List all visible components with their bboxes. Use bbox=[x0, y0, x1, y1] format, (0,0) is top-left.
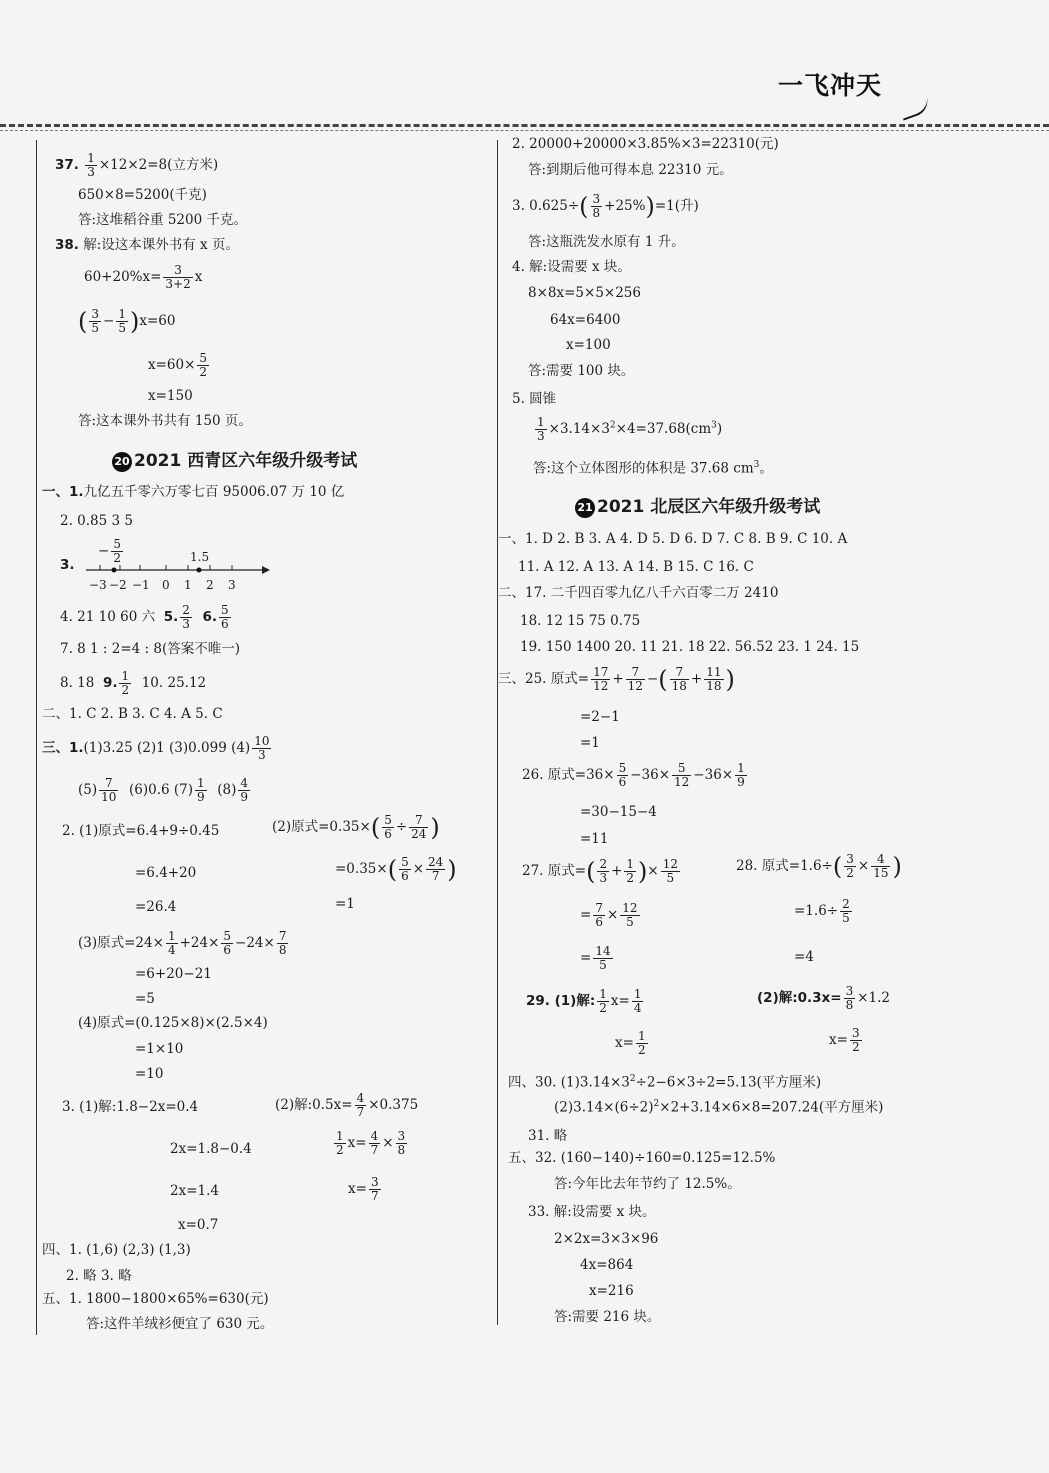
calc2-l3: =26.4 bbox=[135, 899, 177, 915]
s20-part3-line1: 三、1.(1)3.25 (2)1 (3)0.099 (4) $\frac{10}{3}$ bbox=[42, 734, 270, 762]
r-q5-b: $\frac{1}{3}$ $\times 3.14\times 3^2\times 4=37.68(cm^3)$ bbox=[537, 415, 723, 443]
header-rule bbox=[0, 124, 1049, 127]
s20-part5-answer: 答:这件羊绒衫便宜了 630 元。 bbox=[86, 1316, 274, 1332]
section-21-badge: 21 bbox=[575, 498, 595, 518]
calc2-m2: =6+20−21 bbox=[135, 966, 212, 982]
eq3-r2: $\frac{1}{2}$ x= $\frac{4}{7}$ × $\frac{3}{8}$ bbox=[336, 1129, 406, 1157]
s21-part1-b: 11. A 12. A 13. A 14. B 15. C 16. C bbox=[518, 559, 754, 575]
q27-line2: = $\frac{7}{6}$ × $\frac{12}{5}$ bbox=[580, 901, 638, 929]
calc2-r3: =1 bbox=[335, 896, 355, 912]
eq3-l1: 3. (1)解:1.8−2x=0.4 bbox=[62, 1099, 199, 1115]
calc2-r1: (2)原式=0.35×( $\frac{5}{6}$ ÷ $\frac{7}{24}$ ) bbox=[272, 813, 440, 842]
r-q4-c: 64x=6400 bbox=[550, 312, 621, 328]
eq3-l3: 2x=1.4 bbox=[170, 1183, 219, 1199]
eq3-l4: x=0.7 bbox=[178, 1217, 219, 1233]
s21-part2-b: 18. 12 15 75 0.75 bbox=[520, 613, 641, 629]
section-21-title: 21 2021 北辰区六年级升级考试 bbox=[575, 492, 820, 518]
s20-q3-top-right: 1.5 bbox=[190, 550, 210, 564]
brand-logo: 一飞冲天 bbox=[778, 71, 883, 100]
calc2-l2: =6.4+20 bbox=[135, 865, 197, 881]
q32: 五、32. (160−140)÷160=0.125=12.5% bbox=[508, 1150, 776, 1166]
left-margin-line bbox=[36, 140, 37, 1335]
calc2-m1: (3)原式=24× $\frac{1}{4}$ +24× $\frac{5}{6}$ −24× $\frac{7}{8}$ bbox=[78, 929, 287, 957]
column-divider bbox=[497, 140, 498, 1325]
q27-line3: = $\frac{14}{5}$ bbox=[580, 944, 611, 972]
q33-answer: 答:需要 216 块。 bbox=[554, 1309, 661, 1325]
s20-q4-6: 4. 21 10 60 六 5. $\frac{2}{3}$ 6. $\frac{5}{6}$ bbox=[60, 603, 229, 631]
calc2-l1: 2. (1)原式=6.4+9÷0.45 bbox=[62, 823, 220, 839]
r-q2-answer: 答:到期后他可得本息 22310 元。 bbox=[528, 162, 733, 178]
q29-2-line2: x= $\frac{3}{2}$ bbox=[829, 1026, 860, 1054]
q33-c: 4x=864 bbox=[580, 1257, 634, 1273]
s20-q7: 7. 8 1 : 2=4 : 8(答案不唯一) bbox=[60, 641, 241, 657]
r-q2: 2. 20000+20000×3.85%×3=22310(元) bbox=[512, 136, 779, 152]
tick-0: 0 bbox=[162, 578, 170, 592]
q38-head: 38. 解:设这本课外书有 x 页。 bbox=[55, 237, 239, 253]
header-rule-thin bbox=[0, 130, 1049, 131]
q28-line1: 28. 原式=1.6÷( $\frac{3}{2}$ × $\frac{4}{15}$ ) bbox=[736, 852, 902, 881]
r-q5-answer: 答:这个立体图形的体积是 37.68 $cm^3$。 bbox=[533, 460, 773, 477]
r-q3: 3. 0.625÷( $\frac{3}{8}$ +25%)=1(升) bbox=[512, 192, 699, 221]
q38-line3: x=60× $\frac{5}{2}$ bbox=[148, 351, 208, 379]
q38-line2: ( $\frac{3}{5}$ − $\frac{1}{5}$ )x=60 bbox=[78, 307, 176, 336]
r-q4-b: 8×8x=5×5×256 bbox=[528, 285, 641, 301]
s20-q3-label: 3. bbox=[60, 557, 75, 573]
q27-line1: 27. 原式=( $\frac{2}{3}$ + $\frac{1}{2}$ )× $\frac{12}{5}$ bbox=[522, 857, 679, 886]
s20-part3-line2: (5) $\frac{7}{10}$ (6)0.6 (7) $\frac{1}{9}$ (8) $\frac{4}{9}$ bbox=[78, 776, 249, 804]
q30-a: 四、30. $(1)3.14\times 3^2\div 2-6\times 3\div 2=5.13$(平方厘米) bbox=[508, 1074, 822, 1091]
q31: 31. 略 bbox=[528, 1128, 568, 1144]
s20-part4: 四、1. (1,6) (2,3) (1,3) bbox=[42, 1242, 191, 1258]
q33-b: 2×2x=3×3×96 bbox=[554, 1231, 659, 1247]
eq3-r1: (2)解:0.5x= $\frac{4}{7}$ ×0.375 bbox=[275, 1091, 419, 1119]
eq3-l2: 2x=1.8−0.4 bbox=[170, 1141, 252, 1157]
q38-line4: x=150 bbox=[148, 388, 193, 404]
q30-b: $(2)3.14\times(6\div 2)^2\times 2+3.14\times 6\times 8=207.24$(平方厘米) bbox=[554, 1099, 884, 1116]
tick-neg1: −1 bbox=[132, 578, 150, 592]
q29-2-line1: (2)解:0.3x= $\frac{3}{8}$ ×1.2 bbox=[757, 984, 890, 1012]
r-q3-answer: 答:这瓶洗发水原有 1 升。 bbox=[528, 234, 685, 250]
q25-line1: 三、25. 原式= $\frac{17}{12}$ + $\frac{7}{12}$ −( $\frac{7}{18}$ + $\frac{11}{18}$ ) bbox=[498, 665, 735, 694]
q33-d: x=216 bbox=[589, 1283, 634, 1299]
q26-line3: =11 bbox=[580, 831, 609, 847]
section-20-badge: 20 bbox=[112, 452, 132, 472]
q28-line2: =1.6÷ $\frac{2}{5}$ bbox=[794, 897, 850, 925]
q26-line1: 26. 原式=36× $\frac{5}{6}$ −36× $\frac{5}{12}$ −36× $\frac{1}{9}$ bbox=[522, 761, 745, 789]
s20-part4-2: 2. 略 3. 略 bbox=[66, 1268, 132, 1284]
s21-part2-c: 19. 150 1400 20. 11 21. 18 22. 56.52 23. 1 24. 15 bbox=[520, 639, 860, 655]
r-q5: 5. 圆锥 bbox=[512, 391, 557, 407]
tick-3: 3 bbox=[228, 578, 236, 592]
q37-line1: 37. $\frac{1}{3}$ ×12×2=8(立方米) bbox=[55, 151, 219, 179]
tick-neg2: −2 bbox=[109, 578, 127, 592]
section-20-title: 20 2021 西青区六年级升级考试 bbox=[112, 446, 357, 472]
q33: 33. 解:设需要 x 块。 bbox=[528, 1204, 656, 1220]
s21-part2-a: 二、17. 二千四百零九亿八千六百零二万 2410 bbox=[498, 585, 779, 601]
calc2-k3: =10 bbox=[135, 1066, 164, 1082]
q25-line3: =1 bbox=[580, 735, 600, 751]
q38-line1: 60+20%x= $\frac{3}{3+2}$ x bbox=[84, 263, 203, 291]
q37-line2: 650×8=5200(千克) bbox=[78, 187, 207, 203]
q32-answer: 答:今年比去年节约了 12.5%。 bbox=[554, 1176, 741, 1192]
q28-line3: =4 bbox=[794, 949, 814, 965]
r-q4: 4. 解:设需要 x 块。 bbox=[512, 259, 631, 275]
calc2-m3: =5 bbox=[135, 991, 155, 1007]
r-q4-answer: 答:需要 100 块。 bbox=[528, 363, 635, 379]
calc2-k2: =1×10 bbox=[135, 1041, 184, 1057]
eq3-r3: x= $\frac{3}{7}$ bbox=[348, 1175, 379, 1203]
calc2-r2: =0.35×( $\frac{5}{6}$ × $\frac{24}{7}$ ) bbox=[335, 855, 457, 884]
s20-part5: 五、1. 1800−1800×65%=630(元) bbox=[42, 1291, 269, 1307]
calc2-k1: (4)原式=(0.125×8)×(2.5×4) bbox=[78, 1015, 268, 1031]
s20-q3-top-left: − $\frac{5}{2}$ bbox=[98, 537, 121, 565]
s20-q1: 一、1.九亿五千零六万零七百 95006.07 万 10 亿 bbox=[42, 484, 345, 500]
r-q4-d: x=100 bbox=[566, 337, 611, 353]
q29-1-line1: 29. (1)解: $\frac{1}{2}$ x= $\frac{1}{4}$ bbox=[526, 987, 642, 1015]
tick-neg3: −3 bbox=[89, 578, 107, 592]
q25-line2: =2−1 bbox=[580, 709, 620, 725]
s21-part1-a: 一、1. D 2. B 3. A 4. D 5. D 6. D 7. C 8. B 9. C 10. A bbox=[498, 531, 848, 547]
q29-1-line2: x= $\frac{1}{2}$ bbox=[615, 1029, 646, 1057]
q26-line2: =30−15−4 bbox=[580, 804, 657, 820]
brand-swoosh bbox=[898, 95, 932, 120]
tick-1: 1 bbox=[184, 578, 192, 592]
q38-answer: 答:这本课外书共有 150 页。 bbox=[78, 413, 252, 429]
s20-part2: 二、1. C 2. B 3. C 4. A 5. C bbox=[42, 706, 223, 722]
s20-q2: 2. 0.85 3 5 bbox=[60, 513, 133, 529]
q37-answer: 答:这堆稻谷重 5200 千克。 bbox=[78, 212, 247, 228]
s20-q8-10: 8. 18 9. $\frac{1}{2}$ 10. 25.12 bbox=[60, 669, 207, 697]
tick-2: 2 bbox=[206, 578, 214, 592]
